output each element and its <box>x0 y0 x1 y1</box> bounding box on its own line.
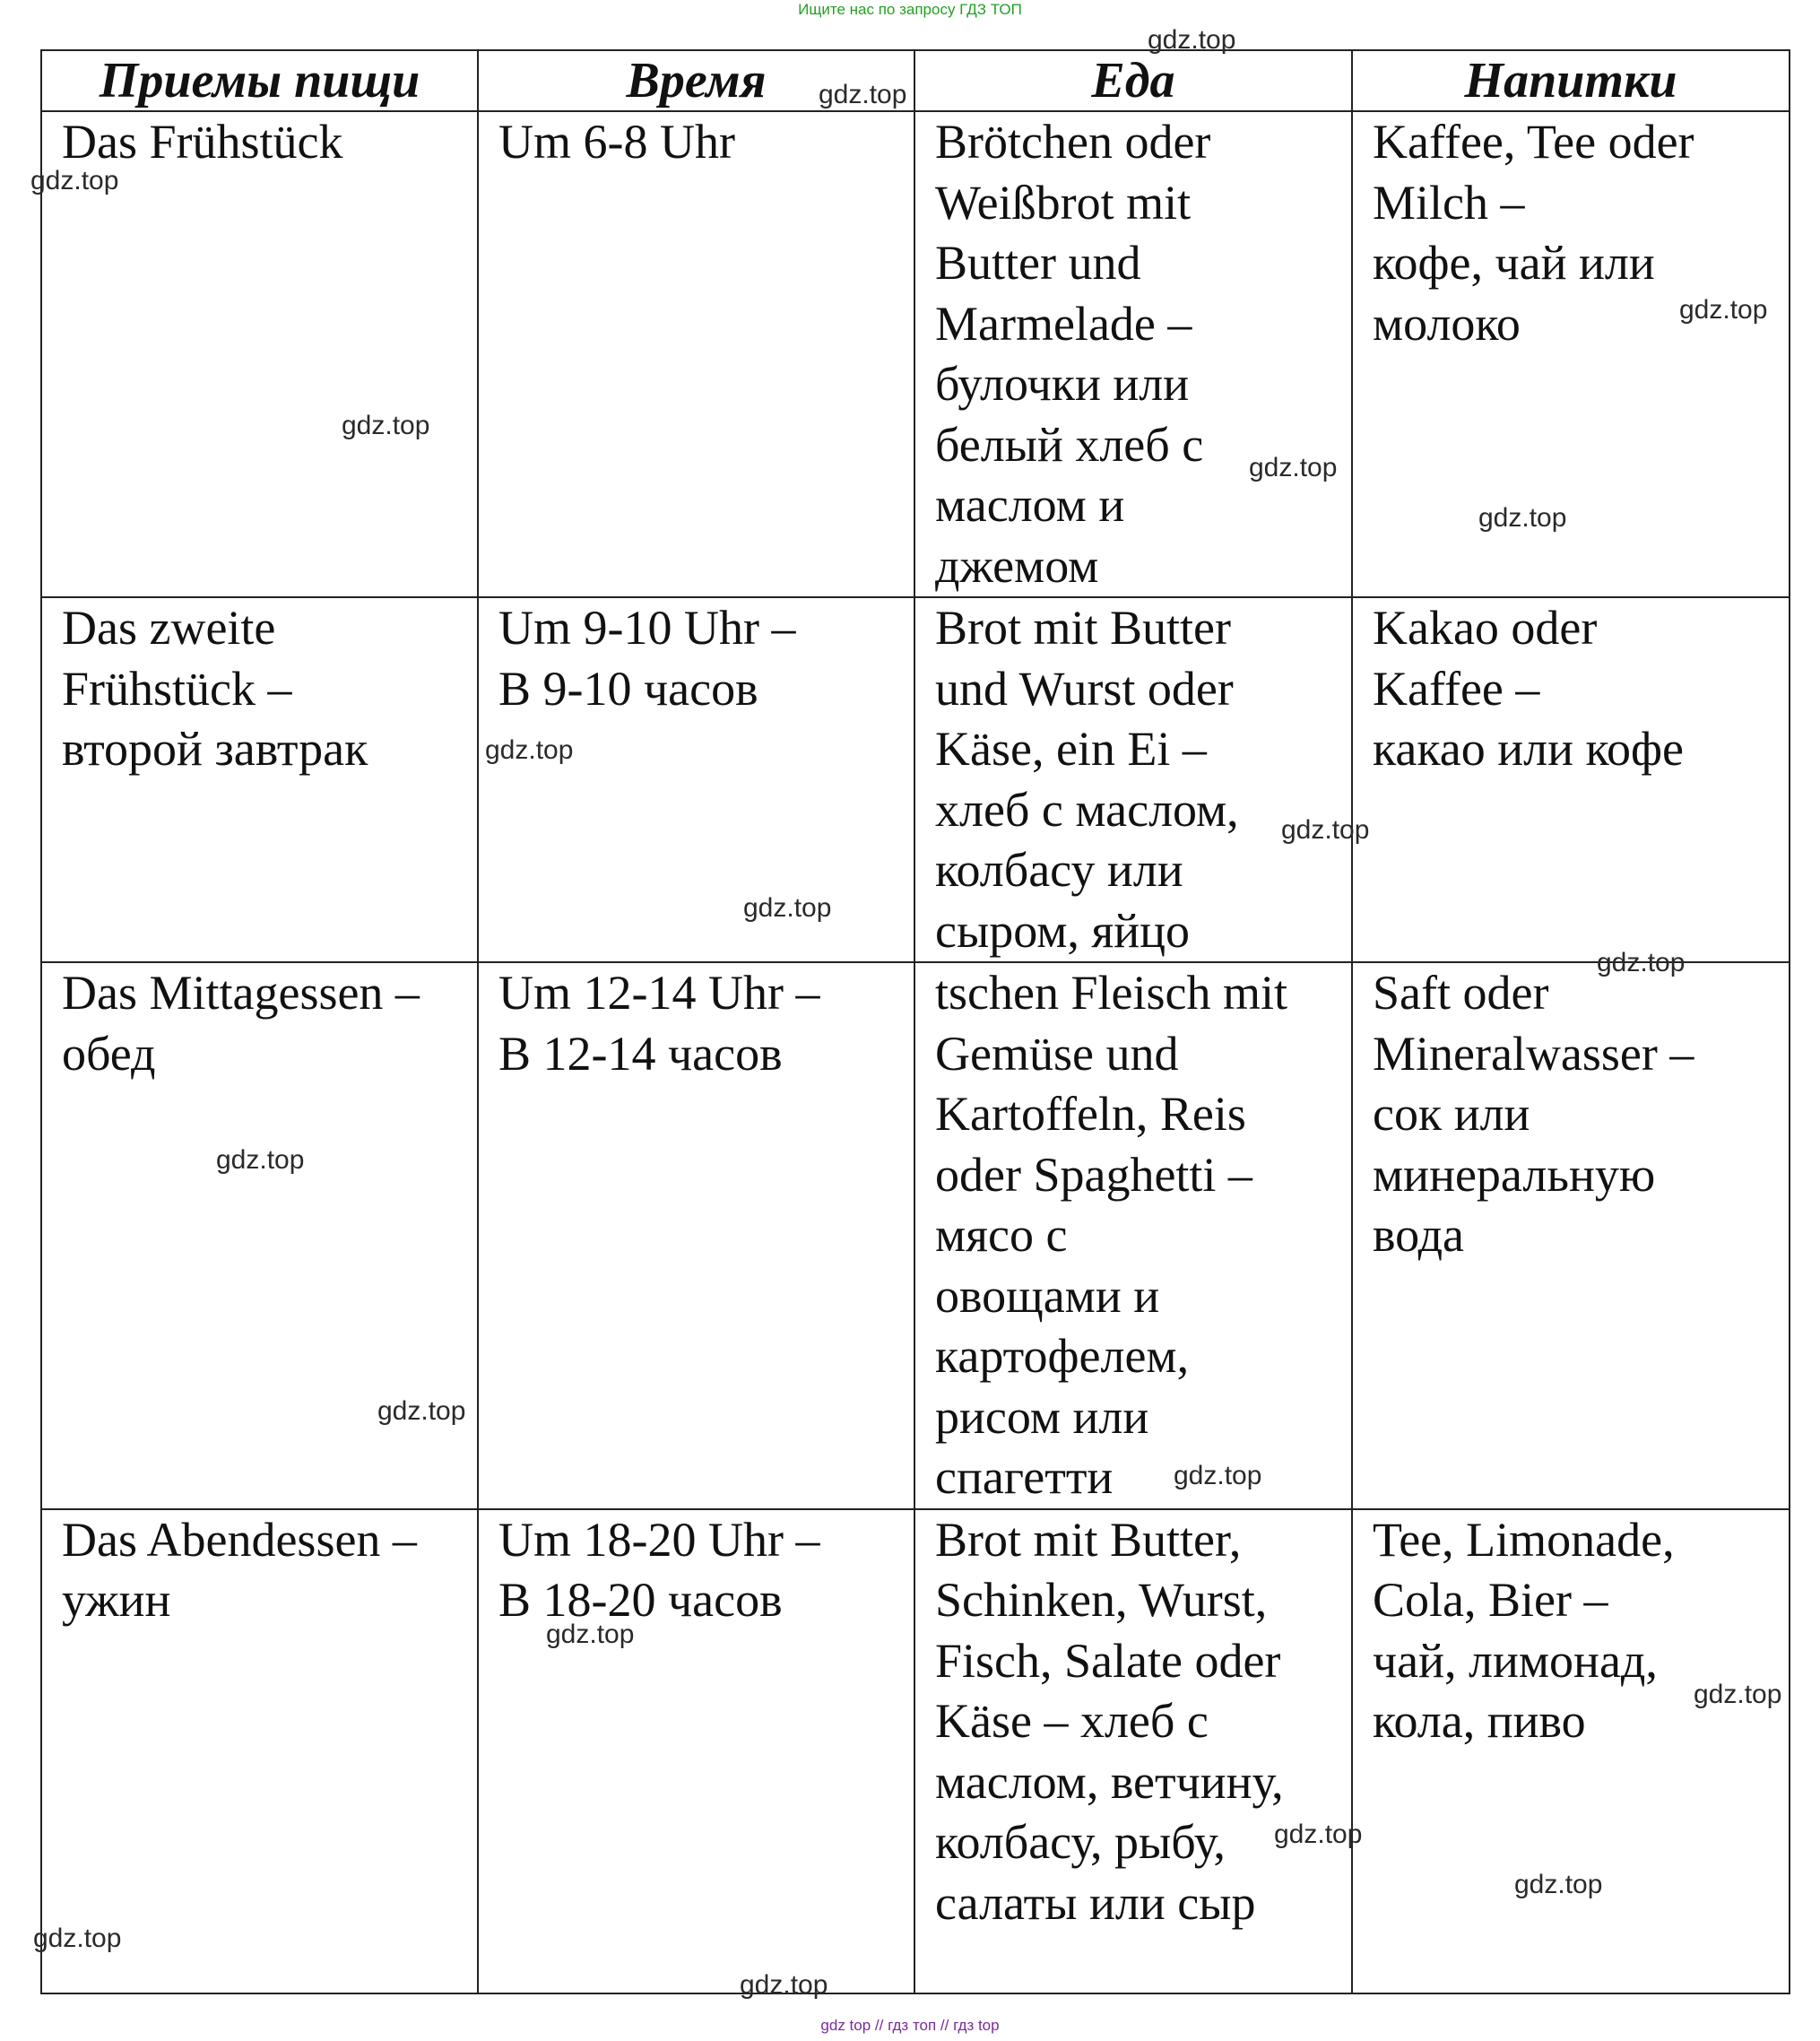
watermark: gdz.top <box>1679 295 1768 325</box>
watermark: gdz.top <box>377 1396 466 1426</box>
watermark: gdz.top <box>1174 1461 1262 1490</box>
food-cell: Brötchen oder Weißbrot mit Butter und Marmelade – булочки или белый хлеб с маслом и джемом <box>914 111 1352 597</box>
watermark: gdz.top <box>1597 948 1686 977</box>
watermark: gdz.top <box>743 893 832 923</box>
time-cell: Um 12-14 Uhr – В 12-14 часов <box>478 962 914 1509</box>
meal-cell: Das zweite Frühstück – второй завтрак <box>41 597 478 962</box>
table-row <box>41 597 1790 962</box>
food-cell: Brot mit Butter und Wurst oder Käse, ein Ei – хлеб с маслом, колбасу или сыром, яйцо <box>914 597 1352 962</box>
meal-cell: Das Mittagessen – обед <box>41 962 478 1509</box>
watermark: gdz.top <box>1694 1680 1782 1709</box>
watermark: gdz.top <box>1514 1870 1603 1899</box>
drinks-cell: Tee, Limonade, Cola, Bier – чай, лимонад, кола, пиво <box>1352 1509 1790 1993</box>
table-header-row <box>41 50 1790 111</box>
watermark: gdz.top <box>216 1145 305 1175</box>
drinks-cell: Saft oder Mineralwasser – сок или минеральную вода <box>1352 962 1790 1509</box>
meal-cell: Das Frühstück <box>41 111 478 597</box>
column-header-meals: Приемы пищи <box>41 50 478 111</box>
watermark: gdz.top <box>1148 25 1236 55</box>
time-cell: Um 6-8 Uhr <box>478 111 914 597</box>
table-row <box>41 962 1790 1509</box>
meal-cell: Das Abendessen – ужин <box>41 1509 478 1993</box>
bottom-banner: gdz top // гдз топ // гдз top <box>820 2017 1000 2034</box>
column-header-drinks: Напитки <box>1352 50 1790 111</box>
watermark: gdz.top <box>30 166 119 195</box>
time-cell: Um 9-10 Uhr – В 9-10 часов <box>478 597 914 962</box>
column-header-food: Еда <box>914 50 1352 111</box>
watermark: gdz.top <box>342 411 430 440</box>
meals-table <box>40 49 1790 1994</box>
drinks-cell: Kaffee, Tee oder Milch – кофе, чай или молоко <box>1352 111 1790 597</box>
watermark: gdz.top <box>740 1970 828 2000</box>
watermark: gdz.top <box>819 80 907 109</box>
watermark: gdz.top <box>1249 453 1338 482</box>
watermark: gdz.top <box>1281 815 1370 845</box>
watermark: gdz.top <box>33 1924 122 1953</box>
watermark: gdz.top <box>1274 1820 1363 1849</box>
top-banner: Ищите нас по запросу ГДЗ ТОП <box>798 1 1022 18</box>
watermark: gdz.top <box>1478 503 1567 533</box>
drinks-cell: Kakao oder Kaffee – какао или кофе <box>1352 597 1790 962</box>
watermark: gdz.top <box>485 735 574 765</box>
time-cell: Um 18-20 Uhr – В 18-20 часов <box>478 1509 914 1993</box>
food-cell: Brot mit Butter, Schinken, Wurst, Fisch, Salate oder Käse – хлеб с маслом, ветчину, колбасу, рыбу, салаты или сыр <box>914 1509 1352 1993</box>
food-cell: tschen Fleisch mit Gemüse und Kartoffeln, Reis oder Spaghetti – мясо с овощами и картофелем, рисом или спагетти <box>914 962 1352 1509</box>
table-row <box>41 1509 1790 1993</box>
column-header-time: Время <box>478 50 914 111</box>
watermark: gdz.top <box>546 1620 635 1649</box>
